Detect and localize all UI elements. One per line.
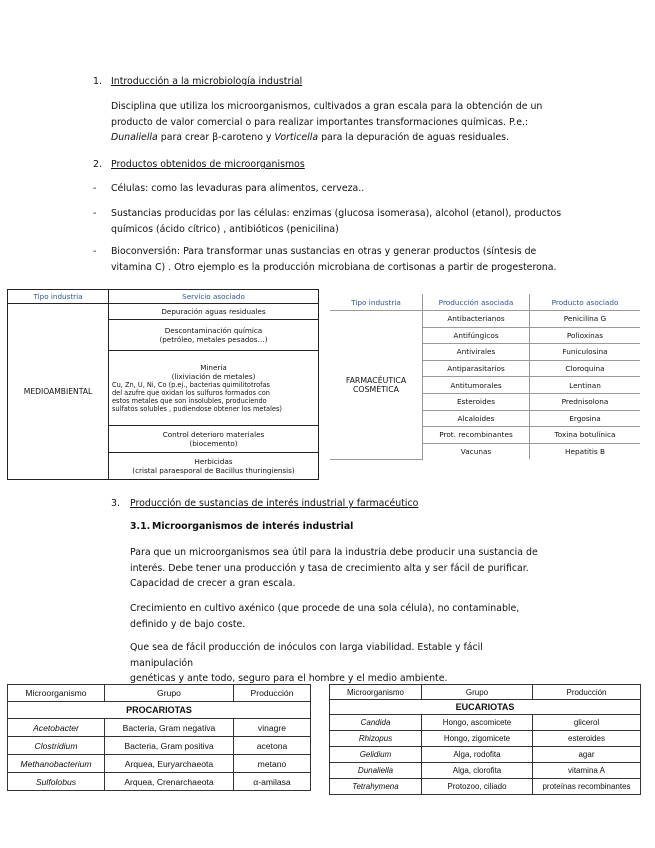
table-header: Producto asociado bbox=[530, 294, 641, 311]
production-cell: glicerol bbox=[533, 715, 641, 731]
production-cell: Alcaloides bbox=[423, 410, 530, 427]
section-1-paragraph: Disciplina que utiliza los microorganismos, cultivados a gran escala para la obtención de un producto de valor comercial o para realizar importantes transformaciones químicas. P.e.: Dunaliella para crear β-caroteno y Vorticella para la depuración de aguas residuales. bbox=[111, 101, 543, 143]
production-cell: α-amilasa bbox=[234, 773, 311, 791]
production-cell: Antiparasitarios bbox=[423, 360, 530, 377]
product-cell: Funiculosina bbox=[530, 344, 641, 361]
bullet-item: Células: como las levaduras para alimentos, cerveza.. bbox=[111, 183, 365, 194]
production-cell: Antifúngicos bbox=[423, 327, 530, 344]
paragraph: Crecimiento en cultivo axénico (que procede de una sola célula), no contaminable, definido y de bajo coste. bbox=[130, 603, 520, 630]
bullet-dash: - bbox=[93, 246, 97, 257]
production-cell: vitamina A bbox=[533, 763, 641, 779]
table-header: Microorganismo bbox=[8, 685, 105, 702]
section-2-title: Productos obtenidos de microorganismos bbox=[111, 159, 305, 170]
production-cell: metano bbox=[234, 755, 311, 773]
table-header: Producción bbox=[533, 685, 641, 700]
section-3-number: 3. bbox=[111, 498, 120, 509]
production-cell: agar bbox=[533, 747, 641, 763]
table-header: Servicio asociado bbox=[109, 290, 319, 304]
product-cell: Ergosina bbox=[530, 410, 641, 427]
production-cell: proteínas recombinantes bbox=[533, 779, 641, 795]
table-header: Tipo industria bbox=[8, 290, 109, 304]
product-cell: Hepatitis B bbox=[565, 447, 605, 457]
group-cell: Arquea, Crenarchaeota bbox=[105, 773, 234, 791]
bullet-item: Bioconversión: Para transformar unas sustancias en otras y generar productos (síntesis de vitamina C) . Otro ejemplo es la producción microbiana de cortisonas a partir de progesterona. bbox=[111, 246, 557, 273]
environmental-industry-table bbox=[7, 289, 319, 480]
subsection-number: 3.1. bbox=[130, 521, 151, 532]
production-cell: Antivirales bbox=[423, 344, 530, 361]
service-cell: Depuración aguas residuales bbox=[109, 304, 319, 320]
industry-cell: MEDIOAMBIENTAL bbox=[8, 304, 109, 480]
production-cell: vinagre bbox=[234, 719, 311, 737]
organism-cell: Candida bbox=[330, 715, 422, 731]
pharmaceutical-industry-table bbox=[330, 294, 640, 460]
table-header: Producción bbox=[234, 685, 311, 702]
organism-cell: Methanobacterium bbox=[8, 755, 105, 773]
section-2-number: 2. bbox=[93, 159, 102, 170]
group-cell: Protozoo, ciliado bbox=[422, 779, 533, 795]
group-cell: Bacteria, Gram positiva bbox=[105, 737, 234, 755]
table-header: Grupo bbox=[422, 685, 533, 700]
production-cell: Prot. recombinantes bbox=[423, 427, 530, 444]
organism-cell: Rhizopus bbox=[330, 731, 422, 747]
service-cell: Minería (lixiviación de metales) Cu, Zn, U, Ni, Co (p.ej., bacterias quimilitotrofas del azufre que oxidan los sulfuros formados con estos metales que son insolubles, produciendo sulfatos solubles , pudiendose obtener los metales) bbox=[109, 351, 319, 426]
service-cell: Descontaminación química (petróleo, metales pesados…) bbox=[109, 320, 319, 351]
service-cell: Herbicidas (cristal paraesporal de Bacillus thuringiensis) bbox=[132, 457, 295, 475]
section-row: PROCARIOTAS bbox=[8, 702, 311, 719]
section-1-number: 1. bbox=[93, 76, 102, 87]
service-cell: Control deterioro materiales (biocemento) bbox=[109, 426, 319, 453]
product-cell: Toxina botulínica bbox=[530, 427, 641, 444]
bullet-dash: - bbox=[93, 183, 97, 194]
table-header: Grupo bbox=[105, 685, 234, 702]
section-row: EUCARIOTAS bbox=[330, 700, 641, 715]
organism-cell: Acetobacter bbox=[8, 719, 105, 737]
product-cell: Penicilina G bbox=[530, 311, 641, 328]
product-cell: Lentinan bbox=[530, 377, 641, 394]
group-cell: Hongo, zigomicete bbox=[422, 731, 533, 747]
prokaryotes-table bbox=[7, 684, 311, 791]
bullet-item: Sustancias producidas por las células: enzimas (glucosa isomerasa), alcohol (etanol), productos químicos (ácido cítrico) , antibióticos (penicilina) bbox=[111, 208, 562, 235]
group-cell: Alga, rodofita bbox=[422, 747, 533, 763]
table-header: Tipo industria bbox=[330, 294, 423, 311]
group-cell: Hongo, ascomicete bbox=[422, 715, 533, 731]
product-cell: Polioxinas bbox=[530, 327, 641, 344]
organism-cell: Gelidium bbox=[330, 747, 422, 763]
industry-cell: FARMACÉUTICA COSMÉTICA bbox=[330, 311, 423, 460]
production-cell: Antitumorales bbox=[423, 377, 530, 394]
production-cell: Vacunas bbox=[423, 443, 530, 459]
organism-cell: Clostridium bbox=[8, 737, 105, 755]
organism-cell: Sulfolobus bbox=[8, 773, 105, 791]
organism-cell: Dunaliella bbox=[330, 763, 422, 779]
production-cell: acetona bbox=[234, 737, 311, 755]
group-cell: Alga, clorofita bbox=[422, 763, 533, 779]
eukaryotes-table bbox=[329, 684, 641, 795]
section-1-title: Introducción a la microbiología industrial bbox=[111, 76, 303, 87]
organism-cell: Tetrahymena bbox=[330, 779, 422, 795]
paragraph: Para que un microorganismos sea útil para la industria debe producir una sustancia de interés. Debe tener una producción y tasa de crecimiento alta y ser fácil de purificar. Capacidad de crecer a gran escala. bbox=[130, 547, 538, 589]
table-header: Microorganismo bbox=[330, 685, 422, 700]
production-cell: Esteroides bbox=[423, 393, 530, 410]
paragraph: Que sea de fácil producción de inóculos con larga viabilidad. Estable y fácil manipulación genéticas y ante todo, seguro para el hombre y el medio ambiente. bbox=[130, 642, 483, 684]
section-3-title: Producción de sustancias de interés industrial y farmacéutico bbox=[130, 498, 419, 509]
group-cell: Bacteria, Gram negativa bbox=[105, 719, 234, 737]
subsection-title: Microorganismos de interés industrial bbox=[152, 521, 354, 532]
table-header: Producción asociada bbox=[423, 294, 530, 311]
product-cell: Prednisolona bbox=[530, 393, 641, 410]
group-cell: Arquea, Euryarchaeota bbox=[105, 755, 234, 773]
bullet-dash: - bbox=[93, 208, 97, 219]
production-cell: esteroides bbox=[533, 731, 641, 747]
production-cell: Antibacterianos bbox=[423, 311, 530, 328]
product-cell: Cloroquina bbox=[530, 360, 641, 377]
